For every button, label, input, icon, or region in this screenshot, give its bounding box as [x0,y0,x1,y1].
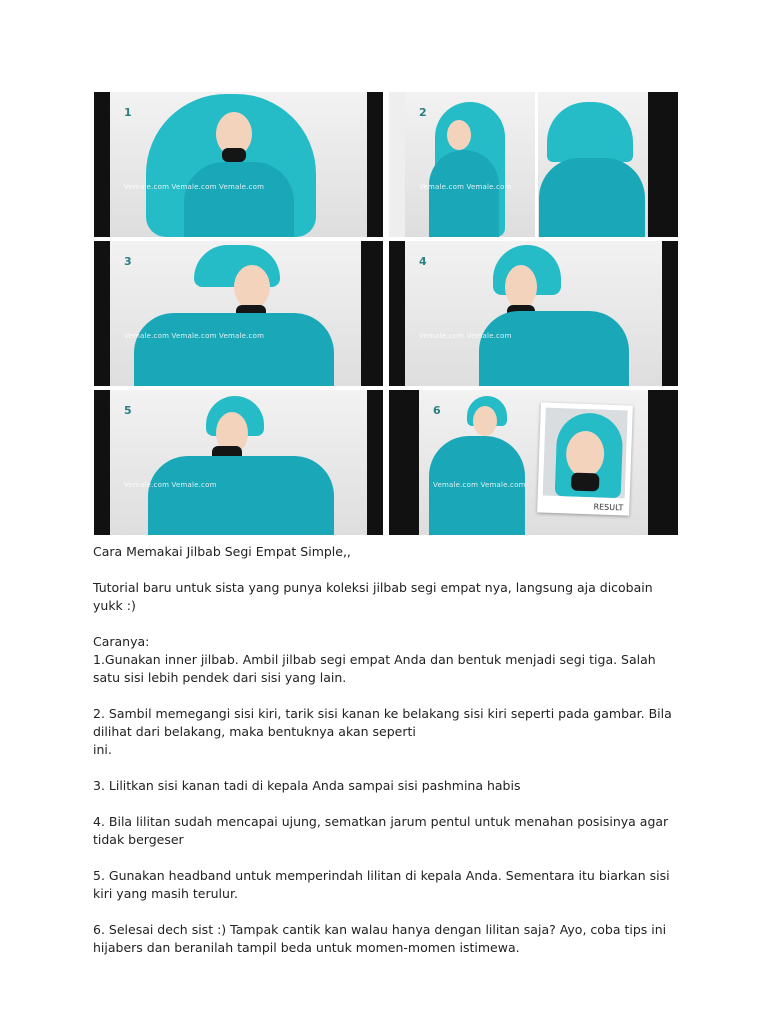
watermark: Vemale.com Vemale.com [419,332,512,340]
step-4-text: 4. Bila lilitan sudah mencapai ujung, sematkan jarum pentul untuk menahan posisinya agar tidak bergeser [93,814,669,847]
step-2-photo [389,92,678,237]
watermark: Vemale.com Vemale.com [433,481,526,489]
tutorial-image-grid [94,92,678,536]
article-title: Cara Memakai Jilbab Segi Empat Simple,, [93,544,351,559]
step-3-photo [94,241,383,386]
step-5-text: 5. Gunakan headband untuk memperindah lilitan di kepala Anda. Sementara itu biarkan sisi kiri yang masih terulur. [93,868,670,901]
article-body [93,543,683,957]
step-3-text: 3. Lilitkan sisi kanan tadi di kepala Anda sampai sisi pashmina habis [93,778,521,793]
watermark: Vemale.com Vemale.com [124,481,217,489]
step-2-continuation: ini. [93,742,112,757]
step-number: 2 [419,106,427,119]
result-label: RESULT [593,502,624,513]
watermark: Vemale.com Vemale.com Vemale.com [124,183,265,191]
step-number: 6 [433,404,441,417]
step-4-photo [389,241,678,386]
step-1-photo [94,92,383,237]
step-number: 4 [419,255,427,268]
watermark: Vemale.com Vemale.com [419,183,512,191]
step-5-photo [94,390,383,535]
intro-paragraph: Tutorial baru untuk sista yang punya koleksi jilbab segi empat nya, langsung aja dicobain yukk :) [93,580,653,613]
step-1-text: 1.Gunakan inner jilbab. Ambil jilbab segi empat Anda dan bentuk menjadi segi tiga. Salah satu sisi lebih pendek dari sisi yang lain. [93,652,656,685]
result-photo [537,402,633,515]
watermark: Vemale.com Vemale.com Vemale.com [124,332,265,340]
steps-heading: Caranya: [93,634,150,649]
step-6-photo [389,390,678,535]
step-number: 5 [124,404,132,417]
step-number: 1 [124,106,132,119]
step-number: 3 [124,255,132,268]
step-2-text: 2. Sambil memegangi sisi kiri, tarik sisi kanan ke belakang sisi kiri seperti pada gambar. Bila dilihat dari belakang, maka bentuknya akan seperti [93,706,672,739]
step-6-text: 6. Selesai dech sist :) Tampak cantik kan walau hanya dengan lilitan saja? Ayo, coba tips ini hijabers dan beranilah tampil beda untuk momen-momen istimewa. [93,922,667,955]
